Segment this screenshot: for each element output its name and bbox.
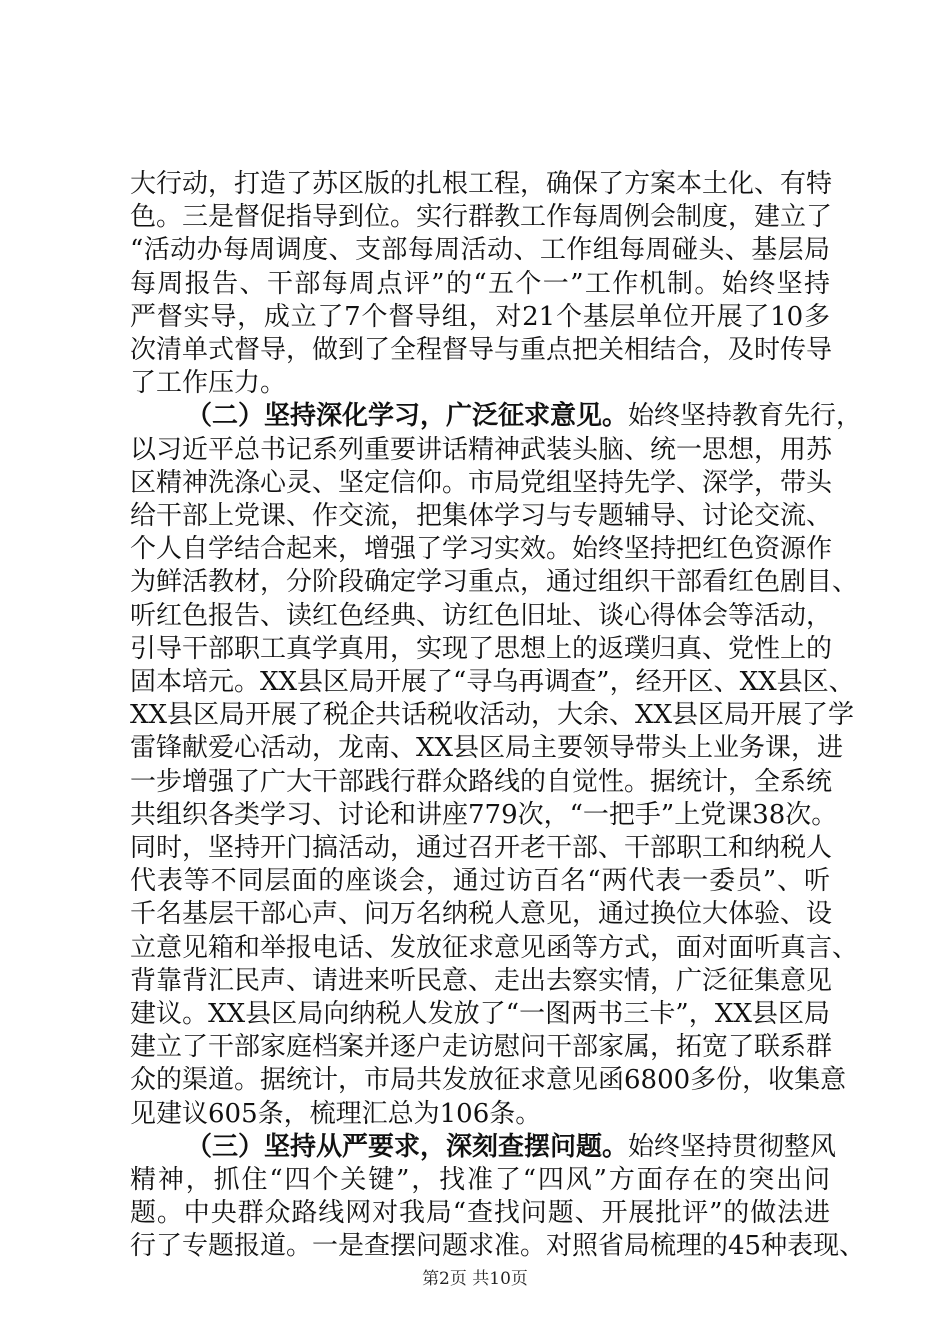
- text-run: 始终坚持贯彻整风: [628, 1132, 837, 1162]
- text-line: 严督实导，成立了7个督导组，对21个基层单位开展了10多: [130, 302, 830, 332]
- text-line: 为鲜活教材，分阶段确定学习重点，通过组织干部看红色剧目、: [130, 567, 859, 597]
- text-line: 大行动，打造了苏区版的扎根工程，确保了方案本土化、有特: [130, 169, 833, 199]
- text-line: 区精神洗涤心灵、坚定信仰。市局党组坚持先学、深学，带头: [130, 468, 833, 498]
- page-footer: 第2页 共10页: [422, 1269, 528, 1289]
- text-line: 建议。XX县区局向纳税人发放了“一图两书三卡”，XX县区局: [130, 999, 830, 1029]
- text-line: XX县区局开展了税企共话税收活动，大余、XX县区局开展了学: [130, 700, 855, 730]
- text-line: 共组织各类学习、讨论和讲座779次，“一把手”上党课38次。: [130, 800, 838, 830]
- text-line: 精神，抓住“四个关键”，找准了“四风”方面存在的突出问: [130, 1165, 830, 1195]
- text-line: 一步增强了广大干部践行群众路线的自觉性。据统计，全系统: [130, 767, 833, 797]
- text-line: 建立了干部家庭档案并逐户走访慰问干部家属，拓宽了联系群: [130, 1032, 833, 1062]
- text-line: 众的渠道。据统计，市局共发放征求意见函6800多份，收集意: [130, 1065, 847, 1095]
- text-line: 雷锋献爱心活动，龙南、XX县区局主要领导带头上业务课，进: [130, 733, 844, 763]
- text-line: 立意见箱和举报电话、发放征求意见函等方式，面对面听真言、: [130, 933, 859, 963]
- text-line: 以习近平总书记系列重要讲话精神武装头脑、统一思想，用苏: [130, 435, 833, 465]
- section-heading-line: [186, 1131, 837, 1164]
- text-run: 始终坚持教育先行，: [628, 401, 863, 431]
- text-line: 引导干部职工真学真用，实现了思想上的返璞归真、党性上的: [130, 634, 833, 664]
- text-line: 给干部上党课、作交流，把集体学习与专题辅导、讨论交流、: [130, 501, 833, 531]
- text-line: 行了专题报道。一是查摆问题求准。对照省局梳理的45种表现、: [130, 1231, 866, 1261]
- text-line: 次清单式督导，做到了全程督导与重点把关相结合，及时传导: [130, 335, 833, 365]
- text-line: 代表等不同层面的座谈会，通过访百名“两代表一委员”、听: [130, 866, 830, 896]
- text-line: 见建议605条，梳理汇总为106条。: [130, 1099, 542, 1129]
- text-line: 个人自学结合起来，增强了学习实效。始终坚持把红色资源作: [130, 534, 833, 564]
- text-line: 色。三是督促指导到位。实行群教工作每周例会制度，建立了: [130, 202, 833, 232]
- section-heading: （三）坚持从严要求，深刻查摆问题。: [186, 1132, 629, 1162]
- section-heading-line: [186, 400, 863, 433]
- text-line: 背靠背汇民声、请进来听民意、走出去察实情，广泛征集意见: [130, 966, 833, 996]
- text-line: “活动办每周调度、支部每周活动、工作组每周碰头、基层局: [130, 235, 830, 265]
- text-line: 听红色报告、读红色经典、访红色旧址、谈心得体会等活动，: [130, 601, 833, 631]
- text-line: 同时，坚持开门搞活动，通过召开老干部、干部职工和纳税人: [130, 833, 833, 863]
- text-line: 千名基层干部心声、问万名纳税人意见，通过换位大体验、设: [130, 899, 833, 929]
- section-heading: （二）坚持深化学习，广泛征求意见。: [186, 401, 629, 431]
- text-line: 每周报告、干部每周点评”的“五个一”工作机制。始终坚持: [130, 269, 830, 299]
- text-line: 固本培元。XX县区局开展了“寻乌再调查”，经开区、XX县区、: [130, 667, 855, 697]
- text-line: 了工作压力。: [130, 368, 287, 398]
- text-line: 题。中央群众路线网对我局“查找问题、开展批评”的做法进: [130, 1198, 830, 1228]
